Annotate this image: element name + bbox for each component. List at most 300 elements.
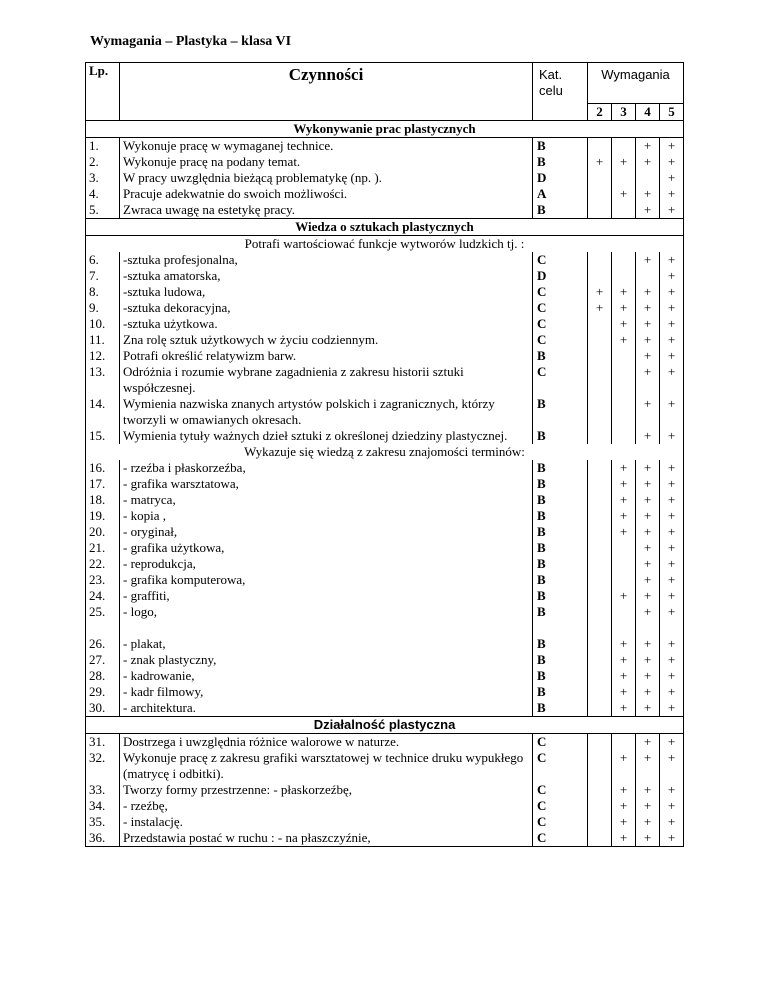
header-czynnosci: Czynności bbox=[120, 63, 533, 121]
mark-cell: + bbox=[660, 588, 684, 604]
activity-text: Przedstawia postać w ruchu : - na płaszczyźnie, bbox=[120, 830, 533, 847]
mark-cell: + bbox=[636, 138, 660, 155]
table-row bbox=[86, 700, 684, 717]
mark-cell: + bbox=[660, 556, 684, 572]
table-row bbox=[86, 348, 684, 364]
row-number: 30. bbox=[86, 700, 120, 717]
row-number: 8. bbox=[86, 284, 120, 300]
category-cell: C bbox=[533, 798, 588, 814]
section-row bbox=[86, 121, 684, 138]
mark-cell: + bbox=[636, 798, 660, 814]
mark-cell: + bbox=[636, 300, 660, 316]
mark-cell: + bbox=[636, 830, 660, 847]
mark-cell: + bbox=[612, 668, 636, 684]
category-cell: B bbox=[533, 556, 588, 572]
section-row bbox=[86, 717, 684, 734]
table-row bbox=[86, 636, 684, 652]
mark-cell bbox=[588, 556, 612, 572]
mark-cell bbox=[588, 750, 612, 782]
mark-cell: + bbox=[612, 652, 636, 668]
subheading-text: Potrafi wartościować funkcje wytworów ludzkich tj. : bbox=[86, 236, 684, 253]
activity-text: Pracuje adekwatnie do swoich możliwości. bbox=[120, 186, 533, 202]
mark-cell: + bbox=[612, 700, 636, 717]
table-row bbox=[86, 300, 684, 316]
mark-cell: + bbox=[660, 170, 684, 186]
activity-text: - architektura. bbox=[120, 700, 533, 717]
table-row bbox=[86, 604, 684, 620]
mark-cell: + bbox=[660, 138, 684, 155]
table-row bbox=[86, 138, 684, 155]
mark-cell: + bbox=[660, 604, 684, 620]
mark-cell: + bbox=[636, 814, 660, 830]
table-row bbox=[86, 170, 684, 186]
table-row bbox=[86, 684, 684, 700]
mark-cell bbox=[588, 524, 612, 540]
table-row bbox=[86, 588, 684, 604]
activity-text: - oryginał, bbox=[120, 524, 533, 540]
activity-text: - znak plastyczny, bbox=[120, 652, 533, 668]
mark-cell: + bbox=[612, 684, 636, 700]
activity-text: Dostrzega i uwzględnia różnice walorowe w naturze. bbox=[120, 734, 533, 751]
mark-cell bbox=[588, 798, 612, 814]
row-number: 34. bbox=[86, 798, 120, 814]
activity-text: -sztuka profesjonalna, bbox=[120, 252, 533, 268]
activity-text: - grafika użytkowa, bbox=[120, 540, 533, 556]
mark-cell: + bbox=[660, 300, 684, 316]
activity-text: Zwraca uwagę na estetykę pracy. bbox=[120, 202, 533, 219]
row-number: 13. bbox=[86, 364, 120, 396]
table-row bbox=[86, 830, 684, 847]
mark-cell bbox=[588, 830, 612, 847]
header-row bbox=[86, 63, 684, 104]
table-row bbox=[86, 814, 684, 830]
mark-cell: + bbox=[660, 830, 684, 847]
activity-text: - kopia , bbox=[120, 508, 533, 524]
spacer-cell bbox=[636, 620, 660, 636]
mark-cell: + bbox=[636, 186, 660, 202]
requirements-table bbox=[85, 62, 684, 847]
mark-cell bbox=[636, 268, 660, 284]
subheading-row bbox=[86, 236, 684, 253]
category-cell: B bbox=[533, 588, 588, 604]
row-number: 16. bbox=[86, 460, 120, 476]
mark-cell: + bbox=[660, 700, 684, 717]
mark-cell: + bbox=[612, 284, 636, 300]
mark-cell: + bbox=[636, 604, 660, 620]
activity-text: -sztuka ludowa, bbox=[120, 284, 533, 300]
category-cell: D bbox=[533, 268, 588, 284]
mark-cell: + bbox=[660, 396, 684, 428]
mark-cell bbox=[612, 572, 636, 588]
table-row bbox=[86, 268, 684, 284]
category-cell: B bbox=[533, 508, 588, 524]
activity-text: - graffiti, bbox=[120, 588, 533, 604]
row-number: 2. bbox=[86, 154, 120, 170]
mark-cell bbox=[612, 604, 636, 620]
mark-cell bbox=[588, 492, 612, 508]
table-row bbox=[86, 186, 684, 202]
table-row bbox=[86, 540, 684, 556]
category-cell: C bbox=[533, 300, 588, 316]
mark-cell: + bbox=[660, 476, 684, 492]
mark-cell bbox=[588, 268, 612, 284]
activity-text: - logo, bbox=[120, 604, 533, 620]
activity-text: - plakat, bbox=[120, 636, 533, 652]
mark-cell bbox=[588, 252, 612, 268]
mark-cell: + bbox=[636, 316, 660, 332]
mark-cell: + bbox=[636, 668, 660, 684]
row-number: 21. bbox=[86, 540, 120, 556]
mark-cell bbox=[588, 460, 612, 476]
mark-cell: + bbox=[636, 684, 660, 700]
mark-cell: + bbox=[660, 734, 684, 751]
row-number: 4. bbox=[86, 186, 120, 202]
category-cell: C bbox=[533, 814, 588, 830]
mark-cell: + bbox=[612, 508, 636, 524]
mark-cell: + bbox=[612, 186, 636, 202]
mark-cell: + bbox=[660, 540, 684, 556]
row-number: 7. bbox=[86, 268, 120, 284]
subheading-text: Wykazuje się wiedzą z zakresu znajomości terminów: bbox=[86, 444, 684, 460]
activity-text: Odróżnia i rozumie wybrane zagadnienia z zakresu historii sztuki współczesnej. bbox=[120, 364, 533, 396]
category-cell: B bbox=[533, 604, 588, 620]
mark-cell bbox=[588, 202, 612, 219]
mark-cell bbox=[588, 364, 612, 396]
section-title: Wykonywanie prac plastycznych bbox=[86, 121, 684, 138]
activity-text: Tworzy formy przestrzenne: - płaskorzeźbę, bbox=[120, 782, 533, 798]
mark-cell: + bbox=[612, 476, 636, 492]
mark-cell: + bbox=[660, 154, 684, 170]
activity-text: Wymienia tytuły ważnych dzieł sztuki z określonej dziedziny plastycznej. bbox=[120, 428, 533, 444]
subheading-row bbox=[86, 444, 684, 460]
mark-cell bbox=[588, 652, 612, 668]
row-number: 33. bbox=[86, 782, 120, 798]
mark-cell: + bbox=[612, 814, 636, 830]
row-number: 28. bbox=[86, 668, 120, 684]
mark-cell: + bbox=[660, 814, 684, 830]
mark-cell: + bbox=[636, 202, 660, 219]
row-number: 23. bbox=[86, 572, 120, 588]
table-row bbox=[86, 508, 684, 524]
category-cell: C bbox=[533, 750, 588, 782]
activity-text: - rzeźba i płaskorzeźba, bbox=[120, 460, 533, 476]
category-cell: B bbox=[533, 154, 588, 170]
mark-cell bbox=[588, 668, 612, 684]
category-cell: C bbox=[533, 316, 588, 332]
mark-cell: + bbox=[636, 540, 660, 556]
activity-text: - instalację. bbox=[120, 814, 533, 830]
mark-cell: + bbox=[660, 316, 684, 332]
mark-cell bbox=[588, 636, 612, 652]
mark-cell: + bbox=[660, 428, 684, 444]
table-row bbox=[86, 524, 684, 540]
table-row bbox=[86, 782, 684, 798]
spacer-cell bbox=[533, 620, 588, 636]
mark-cell: + bbox=[660, 668, 684, 684]
mark-cell bbox=[588, 186, 612, 202]
mark-cell: + bbox=[636, 252, 660, 268]
mark-cell: + bbox=[636, 332, 660, 348]
activity-text: Wymienia nazwiska znanych artystów polskich i zagranicznych, którzy tworzyli w omawianych okresach. bbox=[120, 396, 533, 428]
section-title: Wiedza o sztukach plastycznych bbox=[86, 219, 684, 236]
mark-cell: + bbox=[660, 524, 684, 540]
activity-text: Wykonuje pracę w wymaganej technice. bbox=[120, 138, 533, 155]
row-number: 25. bbox=[86, 604, 120, 620]
category-cell: B bbox=[533, 524, 588, 540]
table-row bbox=[86, 396, 684, 428]
mark-cell bbox=[612, 268, 636, 284]
mark-cell: + bbox=[636, 396, 660, 428]
category-cell: B bbox=[533, 492, 588, 508]
row-number: 24. bbox=[86, 588, 120, 604]
mark-cell: + bbox=[612, 154, 636, 170]
mark-cell: + bbox=[660, 652, 684, 668]
mark-cell: + bbox=[588, 300, 612, 316]
activity-text: Zna rolę sztuk użytkowych w życiu codziennym. bbox=[120, 332, 533, 348]
row-number: 31. bbox=[86, 734, 120, 751]
spacer-cell bbox=[588, 620, 612, 636]
mark-cell: + bbox=[660, 268, 684, 284]
mark-cell bbox=[588, 588, 612, 604]
mark-cell: + bbox=[660, 782, 684, 798]
mark-cell: + bbox=[636, 492, 660, 508]
mark-cell: + bbox=[660, 492, 684, 508]
mark-cell bbox=[588, 170, 612, 186]
mark-cell: + bbox=[636, 460, 660, 476]
mark-cell bbox=[612, 138, 636, 155]
header-kat: Kat. celu bbox=[533, 63, 588, 121]
mark-cell: + bbox=[660, 364, 684, 396]
header-wymagania: Wymagania bbox=[588, 63, 684, 104]
category-cell: B bbox=[533, 138, 588, 155]
mark-cell bbox=[612, 170, 636, 186]
activity-text: - matryca, bbox=[120, 492, 533, 508]
activity-text: Wykonuje pracę na podany temat. bbox=[120, 154, 533, 170]
mark-cell: + bbox=[612, 332, 636, 348]
spacer-cell bbox=[86, 620, 120, 636]
mark-cell: + bbox=[636, 348, 660, 364]
mark-cell: + bbox=[636, 588, 660, 604]
mark-cell bbox=[612, 202, 636, 219]
header-lp: Lp. bbox=[86, 63, 120, 121]
activity-text: - kadr filmowy, bbox=[120, 684, 533, 700]
mark-cell: + bbox=[660, 508, 684, 524]
mark-cell: + bbox=[660, 684, 684, 700]
category-cell: C bbox=[533, 782, 588, 798]
row-number: 35. bbox=[86, 814, 120, 830]
mark-cell bbox=[588, 814, 612, 830]
activity-text: Potrafi określić relatywizm barw. bbox=[120, 348, 533, 364]
mark-cell bbox=[588, 684, 612, 700]
mark-cell: + bbox=[636, 284, 660, 300]
row-number: 36. bbox=[86, 830, 120, 847]
mark-cell: + bbox=[636, 428, 660, 444]
mark-cell: + bbox=[660, 348, 684, 364]
mark-cell: + bbox=[612, 588, 636, 604]
mark-cell: + bbox=[612, 636, 636, 652]
mark-cell: + bbox=[660, 252, 684, 268]
category-cell: C bbox=[533, 830, 588, 847]
mark-cell: + bbox=[660, 202, 684, 219]
row-number: 22. bbox=[86, 556, 120, 572]
mark-cell: + bbox=[660, 572, 684, 588]
mark-cell bbox=[612, 734, 636, 751]
spacer-row bbox=[86, 620, 684, 636]
mark-cell: + bbox=[636, 556, 660, 572]
category-cell: B bbox=[533, 476, 588, 492]
mark-cell: + bbox=[636, 782, 660, 798]
row-number: 5. bbox=[86, 202, 120, 219]
spacer-cell bbox=[660, 620, 684, 636]
activity-text: W pracy uwzględnia bieżącą problematykę (np. ). bbox=[120, 170, 533, 186]
mark-cell bbox=[588, 476, 612, 492]
table-row bbox=[86, 572, 684, 588]
row-number: 9. bbox=[86, 300, 120, 316]
activity-text: - grafika warsztatowa, bbox=[120, 476, 533, 492]
mark-cell bbox=[612, 396, 636, 428]
row-number: 10. bbox=[86, 316, 120, 332]
table-row bbox=[86, 202, 684, 219]
page-title: Wymagania – Plastyka – klasa VI bbox=[90, 34, 292, 49]
category-cell: C bbox=[533, 252, 588, 268]
mark-cell: + bbox=[660, 284, 684, 300]
activity-text: Wykonuje pracę z zakresu grafiki warsztatowej w technice druku wypukłego (matrycę i odbitki). bbox=[120, 750, 533, 782]
mark-cell: + bbox=[636, 154, 660, 170]
row-number: 14. bbox=[86, 396, 120, 428]
mark-cell bbox=[588, 348, 612, 364]
category-cell: B bbox=[533, 540, 588, 556]
table-row bbox=[86, 284, 684, 300]
category-cell: C bbox=[533, 332, 588, 348]
grade-header-4: 4 bbox=[636, 104, 660, 121]
mark-cell: + bbox=[612, 524, 636, 540]
mark-cell: + bbox=[636, 734, 660, 751]
category-cell: B bbox=[533, 668, 588, 684]
mark-cell bbox=[588, 316, 612, 332]
mark-cell: + bbox=[636, 700, 660, 717]
row-number: 27. bbox=[86, 652, 120, 668]
category-cell: B bbox=[533, 460, 588, 476]
mark-cell bbox=[588, 428, 612, 444]
mark-cell bbox=[588, 138, 612, 155]
mark-cell bbox=[588, 782, 612, 798]
table-row bbox=[86, 734, 684, 751]
category-cell: B bbox=[533, 396, 588, 428]
mark-cell: + bbox=[636, 364, 660, 396]
row-number: 6. bbox=[86, 252, 120, 268]
row-number: 17. bbox=[86, 476, 120, 492]
category-cell: B bbox=[533, 684, 588, 700]
mark-cell: + bbox=[660, 798, 684, 814]
category-cell: B bbox=[533, 636, 588, 652]
mark-cell: + bbox=[636, 508, 660, 524]
row-number: 3. bbox=[86, 170, 120, 186]
category-cell: B bbox=[533, 428, 588, 444]
table-row bbox=[86, 492, 684, 508]
category-cell: B bbox=[533, 700, 588, 717]
table-row bbox=[86, 668, 684, 684]
spacer-cell bbox=[120, 620, 533, 636]
mark-cell: + bbox=[660, 460, 684, 476]
activity-text: - rzeźbę, bbox=[120, 798, 533, 814]
mark-cell: + bbox=[636, 572, 660, 588]
table-row bbox=[86, 364, 684, 396]
mark-cell bbox=[612, 364, 636, 396]
table-row bbox=[86, 154, 684, 170]
mark-cell: + bbox=[660, 332, 684, 348]
mark-cell bbox=[588, 572, 612, 588]
mark-cell bbox=[588, 540, 612, 556]
category-cell: B bbox=[533, 572, 588, 588]
mark-cell bbox=[612, 252, 636, 268]
row-number: 29. bbox=[86, 684, 120, 700]
mark-cell: + bbox=[612, 782, 636, 798]
mark-cell bbox=[612, 348, 636, 364]
mark-cell bbox=[612, 540, 636, 556]
mark-cell bbox=[588, 734, 612, 751]
mark-cell: + bbox=[612, 300, 636, 316]
row-number: 1. bbox=[86, 138, 120, 155]
mark-cell: + bbox=[636, 652, 660, 668]
activity-text: - grafika komputerowa, bbox=[120, 572, 533, 588]
mark-cell bbox=[588, 604, 612, 620]
row-number: 26. bbox=[86, 636, 120, 652]
row-number: 15. bbox=[86, 428, 120, 444]
category-cell: C bbox=[533, 734, 588, 751]
grade-header-2: 2 bbox=[588, 104, 612, 121]
mark-cell bbox=[588, 396, 612, 428]
row-number: 12. bbox=[86, 348, 120, 364]
mark-cell bbox=[588, 508, 612, 524]
table-row bbox=[86, 252, 684, 268]
mark-cell: + bbox=[660, 750, 684, 782]
mark-cell: + bbox=[588, 154, 612, 170]
table-row bbox=[86, 460, 684, 476]
activity-text: -sztuka dekoracyjna, bbox=[120, 300, 533, 316]
activity-text: - reprodukcja, bbox=[120, 556, 533, 572]
mark-cell: + bbox=[636, 476, 660, 492]
mark-cell bbox=[612, 428, 636, 444]
category-cell: A bbox=[533, 186, 588, 202]
table-row bbox=[86, 750, 684, 782]
mark-cell: + bbox=[660, 636, 684, 652]
mark-cell: + bbox=[612, 830, 636, 847]
mark-cell: + bbox=[612, 798, 636, 814]
grade-header-3: 3 bbox=[612, 104, 636, 121]
category-cell: C bbox=[533, 284, 588, 300]
mark-cell: + bbox=[612, 316, 636, 332]
row-number: 32. bbox=[86, 750, 120, 782]
table-row bbox=[86, 428, 684, 444]
activity-text: -sztuka amatorska, bbox=[120, 268, 533, 284]
mark-cell: + bbox=[636, 750, 660, 782]
section-title: Działalność plastyczna bbox=[86, 717, 684, 734]
mark-cell: + bbox=[588, 284, 612, 300]
row-number: 20. bbox=[86, 524, 120, 540]
mark-cell bbox=[588, 332, 612, 348]
mark-cell: + bbox=[612, 492, 636, 508]
mark-cell bbox=[612, 556, 636, 572]
mark-cell bbox=[588, 700, 612, 717]
table-row bbox=[86, 798, 684, 814]
mark-cell: + bbox=[660, 186, 684, 202]
category-cell: B bbox=[533, 202, 588, 219]
table-row bbox=[86, 316, 684, 332]
activity-text: - kadrowanie, bbox=[120, 668, 533, 684]
mark-cell: + bbox=[612, 460, 636, 476]
table-row bbox=[86, 332, 684, 348]
category-cell: B bbox=[533, 652, 588, 668]
